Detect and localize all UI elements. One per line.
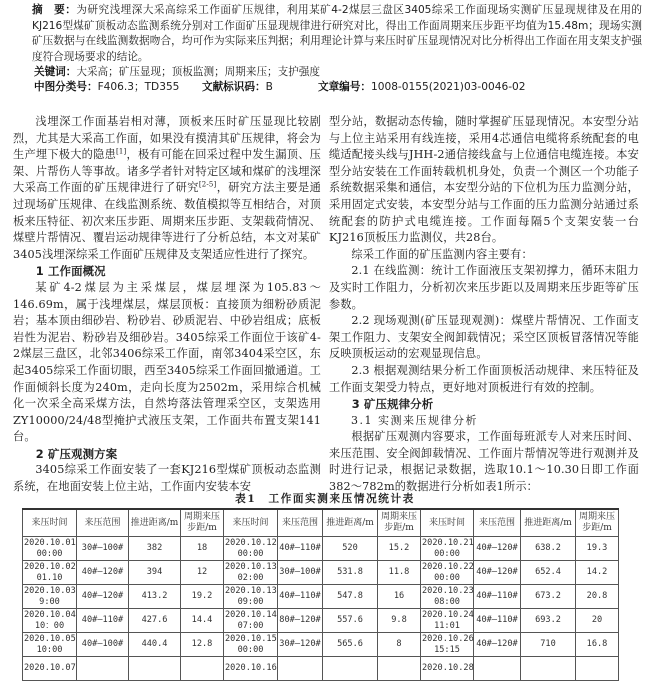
table-cell: 673.2 [521, 585, 576, 609]
abstract-paragraph [12, 3, 642, 65]
table-cell: 427.6 [129, 609, 181, 633]
table-cell: 2020.10.07 [23, 657, 77, 681]
table-header-cell: 周期来压 步距/m [181, 509, 224, 537]
section-3-1-heading: 3.1 实测来压规律分析 [351, 413, 478, 427]
table-cell [278, 657, 323, 681]
table-cell: 40#—120# [474, 537, 521, 561]
table-header-row [23, 509, 619, 537]
table-row [23, 633, 619, 657]
table-header-cell: 推进距离/m [521, 509, 576, 537]
abstract-text: 为研究浅埋深大采高综采工作面矿压规律，利用某矿4-2煤层三盘区3405综采工作面现场实测矿压显现规律及在用的KJ216型煤矿顶板动态监测系统分别对工作面矿压显现规律进行研究对比，得出工作面周期来压步距平均值为15.48m；现场实测矿压数据与在线监测数据吻合，均可作为实际来压判据；利用理论计算与来压时矿压显现情况对比分析得出工作面在用支架支护强度符合现场要求的结论。 [32, 4, 643, 63]
section-3-heading: 3 矿压规律分析 [351, 397, 434, 412]
left-column [13, 114, 321, 496]
table-cell: 14.4 [181, 609, 224, 633]
table-cell: 20.8 [576, 585, 619, 609]
table-cell: 16.8 [576, 633, 619, 657]
section-2-heading: 2 矿压观测方案 [35, 446, 118, 461]
abstract-block [12, 3, 642, 95]
table-cell: 2020.10.26 15:15 [422, 633, 474, 655]
table-cell: 30#—100# [278, 561, 323, 585]
table-row [23, 561, 619, 585]
table-header-cell: 来压范围 [474, 509, 521, 537]
keywords-row [12, 65, 642, 80]
table-cell [323, 657, 378, 681]
table-header-cell: 来压范围 [77, 509, 129, 537]
table-cell: 30#—100# [77, 537, 129, 561]
item-2-3: 2.3 根据观测结果分析工作面顶板活动规律、来压特征及工作面支架受力特点，更好地对顶板进行有效的控制。 [329, 363, 639, 394]
table-cell: 710 [521, 633, 576, 657]
table-header-cell: 周期来压 步距/m [576, 509, 619, 537]
table-cell: 11.8 [378, 561, 421, 585]
table-cell: 440.4 [129, 633, 181, 657]
table-cell [521, 657, 576, 681]
table-row [23, 657, 619, 681]
table-caption: 表1 工作面实测来压情况统计表 [235, 493, 415, 505]
keywords-label: 关键词： [34, 66, 77, 79]
table-cell: 2020.10.13 09:00 [225, 585, 277, 607]
citation-ref-2-5[interactable]: [2-5] [198, 180, 217, 189]
citation-ref-1[interactable]: [1] [116, 147, 127, 156]
table-cell: 19.2 [181, 585, 224, 609]
section-2-continued-paragraph: 型分站，数据动态传输，随时掌握矿压显现情况。本安型分站与上位主站采用有线连接，采用4芯通信电缆将系统配套的电缆适配接头线与JHH-2通信接线盒与上位通信电缆连接。本安型分站安装在工作面转载机机身处，负责一个测区一个功能子系统数据采集和通信，本安型分站的下位机为压力监测分站，采用固定式安装，本安型分站与工作面的压力监测分站通过系统配套的防护式电缆连接。工作面每隔5个支架安装一台KJ216顶板压力监测仪，共28台。 [329, 115, 639, 245]
table-row [23, 537, 619, 561]
clc-label: 中图分类号： [34, 81, 98, 94]
table-cell: 9.8 [378, 609, 421, 633]
table-cell: 652.4 [521, 561, 576, 585]
section-1-heading: 1 工作面概况 [35, 264, 106, 279]
item-2-2: 2.2 现场观测(矿压显现观测)：煤壁片帮情况、工作面支架工作阻力、支架安全阀卸载情况；采空区顶板冒落情况等能反映顶板运动的宏观显现信息。 [329, 314, 639, 361]
table-cell: 557.6 [323, 609, 378, 633]
section-1-paragraph: 某矿4-2煤层为主采煤层，煤层埋深为105.83～146.69m，属于浅埋煤层，煤层顶板：直接顶为细粉砂质泥岩；基本顶由细砂岩、粉砂岩、砂质泥岩、中砂岩组成；底板岩性为泥岩、粉砂岩及细砂岩。3405综采工作面位于该矿4-2煤层三盘区，北邻3406综采工作面，南邻3404采空区，东起3405综采工作面切眼，西至3405综采工作面回撤通道。工作面倾斜长度为240m，走向长度为2502m，采用综合机械化一次采全高采煤方法，自然垮落法管理采空区，支架选用ZY10000/24/48型掩护式液压支架，工作面共布置支架141台。 [13, 280, 321, 444]
table-cell: 2020.10.02 01.10 [24, 561, 76, 583]
table-cell: 2020.10.22 00:00 [422, 561, 474, 583]
table-cell: 80#—120# [278, 609, 323, 633]
table-row [23, 585, 619, 609]
table-cell: 547.8 [323, 585, 378, 609]
doc-code-value: B [265, 81, 273, 94]
clc-value: F406.3；TD355 [97, 81, 180, 94]
monitoring-intro: 综采工作面的矿压监测内容主要有： [351, 247, 533, 261]
table-cell: 40#—110# [474, 585, 521, 609]
table-cell [378, 657, 421, 681]
table-cell: 12.8 [181, 633, 224, 657]
table-cell: 18 [181, 537, 224, 561]
table-cell: 14.2 [576, 561, 619, 585]
table-cell: 413.2 [129, 585, 181, 609]
table-cell: 40#—100# [77, 633, 129, 657]
table-cell [77, 657, 129, 681]
right-column [329, 114, 639, 496]
table-cell: 30#—120# [278, 633, 323, 657]
table-cell: 40#—120# [474, 633, 521, 657]
abstract-label: 摘 要： [32, 4, 77, 16]
table-cell: 638.2 [521, 537, 576, 561]
table-cell [576, 657, 619, 681]
section-3-1-paragraph: 根据矿压观测内容要求，工作面每班派专人对来压时间、来压范围、安全阀卸载情况、工作面片帮情况等进行观测并及时进行记录，根据记录数据，选取10.1～10.30日即工作面382～782m的数据进行分析如表1所示： [329, 430, 639, 494]
table-cell: 40#—110# [77, 609, 129, 633]
intro-paragraph [13, 114, 321, 263]
table-row [23, 609, 619, 633]
table-header-cell: 来压时间 [23, 509, 77, 537]
table-cell [129, 657, 181, 681]
table-cell: 40#—120# [77, 585, 129, 609]
table-header-cell: 来压时间 [224, 509, 278, 537]
table-cell: 40#—120# [77, 561, 129, 585]
table-cell: 2020.10.01 00:00 [24, 537, 76, 559]
table-cell: 2020.10.23 08:00 [422, 585, 474, 607]
doc-code-label: 文献标识码： [202, 81, 266, 94]
table-cell: 19.3 [576, 537, 619, 561]
table-cell: 565.6 [323, 633, 378, 657]
table-cell: 2020.10.15 00:00 [225, 633, 277, 655]
table-header-cell: 推进距离/m [323, 509, 378, 537]
item-2-1: 2.1 在线监测：统计工作面液压支架初撑力，循环末阻力及实时工作阻力，分析初次来压步距以及周期来压步距等矿压参数。 [329, 264, 639, 311]
table-cell: 520 [323, 537, 378, 561]
intro-text-part: 浅埋深工作面基岩相对薄，顶板来压时矿压显现比较剧烈，尤其是大采高工作面，如果没有摸清其矿压规律，将会为生产埋下极大的隐患 [13, 115, 321, 162]
table-cell [181, 657, 224, 681]
table-cell: 394 [129, 561, 181, 585]
pressure-statistics-table [22, 508, 619, 681]
table-cell: 2020.10.21 00:00 [422, 537, 474, 559]
table-cell: 2020.10.05 10:00 [24, 633, 76, 655]
table-cell: 2020.10.14 07:00 [225, 609, 277, 631]
table-cell: 15.2 [378, 537, 421, 561]
table-cell: 2020.10.03 9:00 [24, 585, 76, 607]
keywords-text: 大采高；矿压显现；顶板监测；周期来压；支护强度 [76, 66, 321, 79]
table-cell: 531.8 [323, 561, 378, 585]
table-body [23, 537, 619, 681]
table-cell: 693.2 [521, 609, 576, 633]
table-cell: 382 [129, 537, 181, 561]
table-cell: 2020.10.28 [421, 657, 474, 681]
table-cell: 12 [181, 561, 224, 585]
table-cell: 16 [378, 585, 421, 609]
table-cell: 40#—110# [474, 609, 521, 633]
table-header-cell: 周期来压 步距/m [378, 509, 421, 537]
article-no-label: 文章编号： [318, 81, 371, 94]
table-header-cell: 推进距离/m [129, 509, 181, 537]
table-cell: 2020.10.24 11:01 [422, 609, 474, 631]
table-cell: 2020.10.16 [224, 657, 278, 681]
table-cell: 2020.10.13 02:00 [225, 561, 277, 583]
table-cell [474, 657, 521, 681]
article-no-value: 1008-0155(2021)03-0046-02 [370, 81, 526, 94]
table-cell: 20 [576, 609, 619, 633]
section-2-paragraph: 3405综采工作面安装了一套KJ216型煤矿顶板动态监测系统，在地面安装上位主站，工作面内安装本安 [13, 463, 321, 494]
table-header-cell: 来压范围 [278, 509, 323, 537]
classification-row [12, 80, 642, 95]
table-cell: 2020.10.12 00:00 [225, 537, 277, 559]
table-cell: 40#—110# [278, 585, 323, 609]
table-cell: 40#—120# [474, 561, 521, 585]
table-header-cell: 来压时间 [421, 509, 474, 537]
table-cell: 40#—110# [278, 537, 323, 561]
intro-text-part: ，极有可能在回采过程中发生漏顶、压架、片帮伤人等事故。诸多学者针对特定区域和煤矿的浅埋深大采高工作面的矿压规律进行了研究 [13, 148, 321, 195]
table-cell: 8 [378, 633, 421, 657]
table-cell: 2020.10.04 10：00 [24, 609, 76, 631]
intro-text-part: ，研究方法主要是通过现场矿压规律、在线监测系统、数值模拟等互相结合，对顶板来压特征、初次来压步距、周期来压步距、支架载荷情况、煤壁片帮情况、覆岩运动规律等进行了分析总结，本文对某矿3405浅埋深综采工作面矿压规律及支架适应性进行了探究。 [13, 181, 321, 261]
